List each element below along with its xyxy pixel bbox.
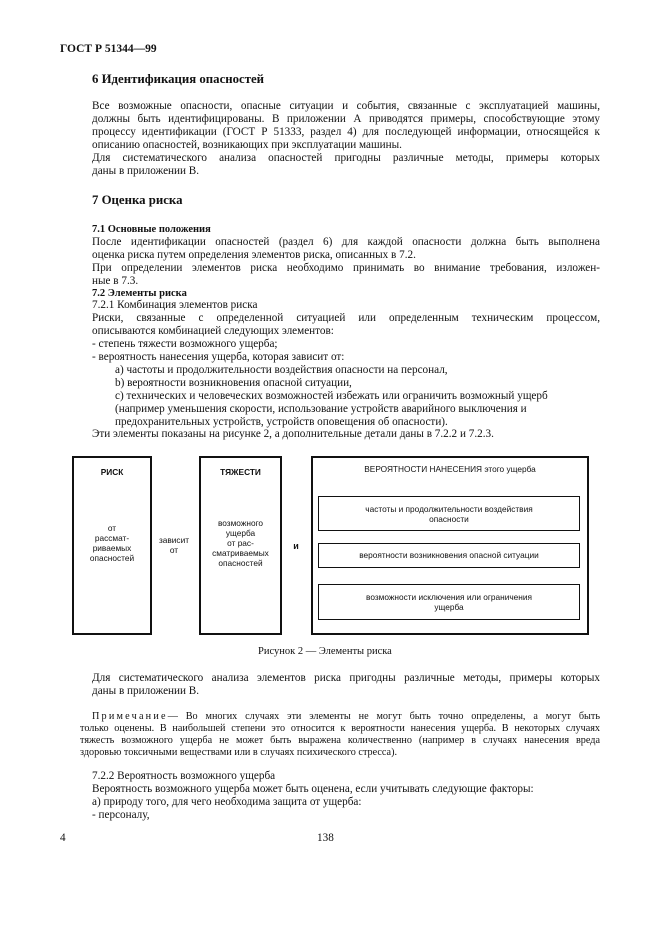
section-6-text-line: Все возможные опасности, опасные ситуации и события, связанные с эксплуатацией машины, [92, 100, 600, 112]
section-7-1-text-line: При определении элементов риска необходимо принимать во внимание требования, изложен- [92, 262, 600, 274]
severity-box-title: ТЯЖЕСТИ [220, 467, 261, 477]
probability-factor-situation-text: вероятности возникновения опасной ситуации [359, 550, 539, 560]
probability-factor-avoidance-text [320, 592, 578, 612]
severity-box-text-line: от рас- [227, 538, 254, 548]
section-7-1-text-line: оценка риска путем определения элементов риска, описанных в 7.2. [92, 249, 416, 261]
severity-box-text-line: опасностей [218, 558, 263, 568]
sub-list-item: a) частоты и продолжительности воздействия опасности на персонал, [115, 364, 448, 376]
risk-box-text [74, 523, 150, 563]
page-number-left: 4 [60, 832, 66, 844]
depends-label [150, 535, 198, 555]
note-label: Примечание [92, 711, 168, 722]
risk-box-text-line: риваемых [92, 543, 132, 553]
probability-factor-frequency-text [320, 504, 578, 524]
probability-factor-text-line: опасности [429, 514, 469, 524]
note-first-line-text: — Во многих случаях эти элементы не могут быть точно определены, а могут быть [167, 711, 600, 722]
section-7-1-text-line: ные в 7.3. [92, 275, 139, 287]
probability-factor-text-line: ущерба [434, 602, 464, 612]
probability-factor-text-line: возможности исключения или ограничения [366, 592, 532, 602]
note-line: только оценены. В наибольшей степени это относится к вероятности нанесения ущерба. В некоторых случаях [80, 723, 600, 734]
sub-list-item-continued: (например уменьшения скорости, использование устройств аварийного выключения и [115, 403, 527, 415]
section-6-text-line: даны в приложении В. [92, 165, 200, 177]
section-7-2-1-text-line: Эти элементы показаны на рисунке 2, а дополнительные детали даны в 7.2.2 и 7.2.3. [92, 428, 494, 440]
section-7-2-1-text-line: Риски, связанные с определенной ситуацией или определенным техническим процессом, [92, 312, 600, 324]
severity-box-text-line: сматриваемых [212, 548, 269, 558]
sub-list-item-continued: предохранительных устройств, устройств оповещения об опасности). [115, 416, 448, 428]
subsection-7-2-title: 7.2 Элементы риска [92, 288, 187, 299]
probability-factor-text-line: частоты и продолжительности воздействия [365, 504, 533, 514]
note-line: здоровью токсичными веществами или в случаях психического стресса). [80, 747, 398, 758]
section-7-2-2-text-line: Вероятность возможного ущерба может быть оценена, если учитывать следующие факторы: [92, 783, 534, 795]
subsection-7-2-2-title: 7.2.2 Вероятность возможного ущерба [92, 770, 276, 782]
severity-box-text [201, 518, 280, 568]
risk-box-text-line: рассмат- [94, 533, 130, 543]
section-6-text-line: процессу идентификации (ГОСТ Р 51333, раздел 4) для последующей информации, относящейся к [92, 126, 600, 138]
section-7-2-1-text-line: описываются комбинацией следующих элементов: [92, 325, 334, 337]
section-7-1-text-line: После идентификации опасностей (раздел 6) для каждой опасности должна быть выполнена [92, 236, 600, 248]
sub-list-item: b) вероятности возникновения опасной ситуации, [115, 377, 352, 389]
list-item: - персоналу, [92, 809, 150, 821]
depends-label-line: от [169, 545, 179, 555]
paragraph-line: Для систематического анализа элементов риска пригодны различные методы, примеры которых [92, 672, 600, 684]
probability-box-title: ВЕРОЯТНОСТИ НАНЕСЕНИЯ этого ущерба [364, 464, 536, 474]
section-7-title: 7 Оценка риска [92, 193, 183, 207]
note-line: тяжесть возможного ущерба не может быть выражена количественно (например в случаях нанесения вреда [80, 735, 600, 746]
section-6-text-line: описанию опасностей, возникающих при эксплуатации машины. [92, 139, 402, 151]
depends-label-line: зависит [158, 535, 190, 545]
list-item: а) природу того, для чего необходима защита от ущерба: [92, 796, 362, 808]
subsection-7-2-1-title: 7.2.1 Комбинация элементов риска [92, 299, 258, 311]
and-label: и [293, 541, 299, 551]
sub-list-item: c) технических и человеческих возможностей избежать или ограничить возможный ущерб [115, 390, 548, 402]
risk-box-text-line: опасностей [89, 553, 135, 563]
risk-box-title: РИСК [100, 467, 124, 477]
note-first-line [92, 711, 600, 723]
figure-caption: Рисунок 2 — Элементы риска [258, 646, 392, 657]
section-6-text-line: Для систематического анализа опасностей пригодны различные методы, примеры которых [92, 152, 600, 164]
risk-box-text-line: от [107, 523, 117, 533]
paragraph-line: даны в приложении В. [92, 685, 200, 697]
severity-box-text-line: ущерба [225, 528, 256, 538]
list-item: - вероятность нанесения ущерба, которая зависит от: [92, 351, 345, 363]
severity-box-text-line: возможного [217, 518, 264, 528]
document-header: ГОСТ Р 51344—99 [60, 43, 157, 55]
page-number-center: 138 [317, 832, 334, 844]
subsection-7-1-title: 7.1 Основные положения [92, 224, 211, 235]
section-6-title: 6 Идентификация опасностей [92, 72, 265, 86]
section-6-text-line: должны быть идентифицированы. В приложении А приводятся примеры, способствующие этому [92, 113, 600, 125]
list-item: - степень тяжести возможного ущерба; [92, 338, 278, 350]
